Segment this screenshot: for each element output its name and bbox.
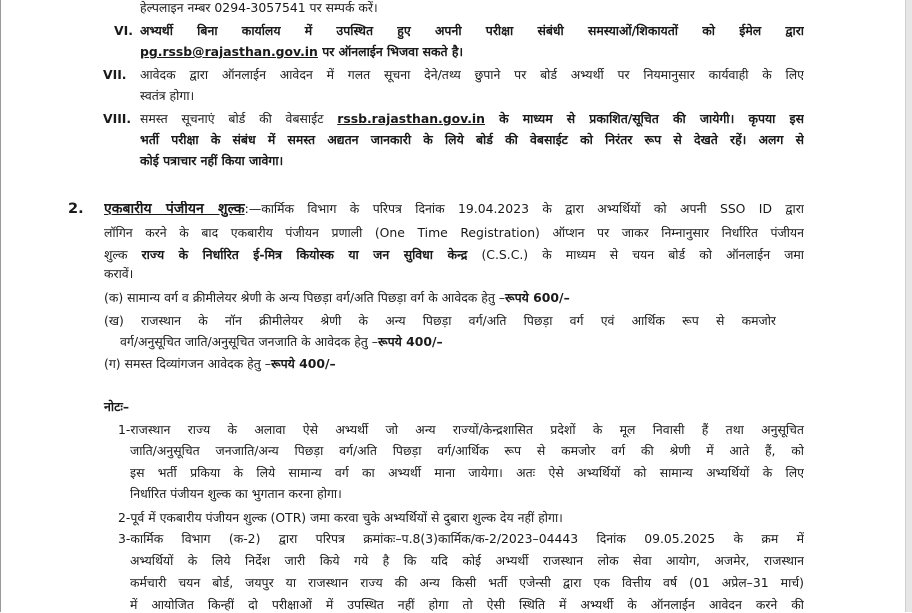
text-run: पर ऑनलाईन भिजवा सकते है।: [317, 44, 464, 59]
note-line: [130, 575, 804, 591]
note-line: [118, 510, 804, 526]
text-run: भर्ती परीक्षा के संबंध में समस्त अद्यतन जानकारी के लिये बोर्ड की वेबसाईट को निरंतर रूप से देखते रहें। अलग से: [140, 132, 804, 147]
text-run: कोई पत्राचार नहीं किया जावेगा।: [140, 153, 284, 168]
scrollbar-track[interactable]: [905, 0, 912, 612]
fee-row: [120, 334, 740, 350]
text-run: 3-कार्मिक विभाग (क-2) द्वारा परिपत्र क्रमांकः–प.8(3)कार्मिक/क-2/2023–04443 दिनांक 09.05.2025 के क्रम में: [118, 531, 804, 546]
website-link[interactable]: rssb.rajasthan.gov.in: [337, 111, 485, 126]
text-run: 2-पूर्व में एकबारीय पंजीयन शुल्क (OTR) जमा करवा चुके अभ्यर्थियों से दुबारा शुल्क देय नहीं होगा।: [118, 510, 563, 525]
text-run: करावें।: [104, 266, 134, 281]
text-run: रूपये 400/–: [378, 334, 443, 349]
text-run: शुल्क: [104, 247, 142, 262]
fee-row: [104, 313, 776, 329]
section-body-line: [104, 266, 804, 282]
text-run: आवेदक द्वारा ऑनलाईन आवेदन में गलत सूचना देने/तथ्य छुपाने पर बोर्ड अभ्यर्थी पर नियमानुसार कार्यवाही के लिए: [140, 67, 804, 82]
text-run: के माध्यम से प्रकाशित/सूचित की जायेगी। कृपया इस: [484, 111, 804, 126]
text-run: स्वतंत्र होगा।: [140, 88, 195, 103]
clause-line: [140, 153, 804, 169]
text-run: :—कार्मिक विभाग के परिपत्र दिनांक 19.04.2023 के द्वारा अभ्यर्थियों को अपनी SSO ID द्वारा: [244, 201, 804, 216]
text-run: रूपये 400/–: [270, 356, 336, 371]
clause-line: [140, 67, 804, 83]
clause-line: [140, 132, 804, 148]
text-run: इस भर्ती प्रकिया के लिये सामान्य वर्ग का अभ्यर्थी माना जायेगा। अतः ऐसे अभ्यर्थियों को सामान्य अभ्यर्थियों के लिए: [130, 465, 804, 480]
clause-line: [140, 44, 804, 60]
note-line: [130, 486, 804, 502]
clause-line: [140, 111, 804, 127]
text-run: (क) सामान्य वर्ग व क्रीमीलेयर श्रेणी के अन्य पिछड़ा वर्ग/अति पिछड़ा वर्ग के आवेदक हेतु –: [104, 290, 506, 305]
item-number: VIII.: [103, 111, 132, 126]
clause-line: [140, 0, 804, 16]
text-run: निर्धारित पंजीयन शुल्क का भुगतान करना होगा।: [130, 486, 342, 501]
text-run: समस्त सूचनाएं बोर्ड की वेबसाईट: [140, 111, 338, 126]
note-line: [130, 443, 804, 459]
fee-row: [104, 290, 724, 306]
section-body-line: [104, 247, 804, 263]
text-run: (ख) राजस्थान के नॉन क्रीमीलेयर श्रेणी के अन्य पिछड़ा वर्ग/अति पिछड़ा वर्ग एवं आर्थिक रूप से कमजोर: [104, 313, 776, 328]
text-run: राज्य के निर्धारित ई-मित्र कियोस्क या जन सुविधा केन्द्र: [141, 247, 468, 262]
fee-row: [104, 356, 724, 372]
text-run: रूपये 600/–: [505, 290, 570, 305]
note-heading: नोटः–: [104, 399, 130, 414]
text-run: कर्मचारी चयन बोर्ड, जयपुर या राजस्थान राज्य की अन्य किसी भर्ती एजेन्सी द्वारा एक वित्तीय वर्ष (01 अप्रेल–31 मार्च): [130, 575, 804, 590]
note-line: [130, 553, 804, 569]
text-run: (ग) समस्त दिव्यांगजन आवेदक हेतु –: [104, 356, 271, 371]
section-body-line: [104, 225, 804, 241]
note-line: [130, 597, 804, 613]
text-run: जाति/अनुसूचित जनजाति/अन्य पिछड़ा वर्ग/अति पिछड़ा वर्ग/आर्थिक रूप से कमजोर वर्ग की श्रेणी में आते हैं, को: [130, 443, 804, 458]
note-line: [118, 422, 804, 438]
item-number: VII.: [103, 67, 127, 82]
note-line: [118, 531, 804, 547]
text-run: लॉगिन करने के बाद एकबारीय पंजीयन प्रणाली (One Time Registration) ऑप्शन पर जाकर निम्नानुसार निर्धारित पंजीयन: [104, 225, 804, 240]
text-run: अभ्यर्थियों के लिये निर्देश जारी किये गये है कि यदि कोई अभ्यर्थी राजस्थान लोक सेवा आयोग, अजमेर, राजस्थान: [130, 553, 804, 568]
website-link[interactable]: pg.rssb@rajasthan.gov.in: [140, 44, 318, 59]
note-line: [130, 465, 804, 481]
text-run: वर्ग/अनुसूचित जाति/अनुसूचित जनजाति के आवेदक हेतु –: [120, 334, 378, 349]
section-number: 2.: [68, 201, 84, 217]
section-heading: एकबारीय पंजीयन शुल्क: [104, 201, 245, 217]
text-run: अभ्यर्थी बिना कार्यालय में उपस्थित हुए अपनी परीक्षा संबंधी समस्याओं/शिकायतों को ईमेल द्वारा: [140, 23, 804, 38]
text-run: (C.S.C.) के माध्यम से चयन बोर्ड को ऑनलाईन जमा: [467, 247, 804, 262]
clause-line: [140, 88, 804, 104]
clause-line: [140, 23, 804, 39]
item-number: VI.: [114, 23, 133, 38]
text-run: हेल्पलाइन नम्बर 0294-3057541 पर सम्पर्क करें।: [140, 0, 378, 15]
section-heading-line: [104, 201, 804, 217]
page-left-border: [0, 0, 1, 612]
text-run: में आयोजित किन्हीं दो परीक्षाओं में उपस्थित नहीं होगा तो ऐसी स्थिति में अभ्यर्थी के ऑनलाईन आवेदन करने की: [130, 597, 804, 612]
text-run: 1-राजस्थान राज्य के अलावा ऐसे अभ्यर्थी जो अन्य राज्यों/केन्द्रशासित प्रदेशों के मूल निवासी हैं तथा अनुसूचित: [118, 422, 804, 437]
